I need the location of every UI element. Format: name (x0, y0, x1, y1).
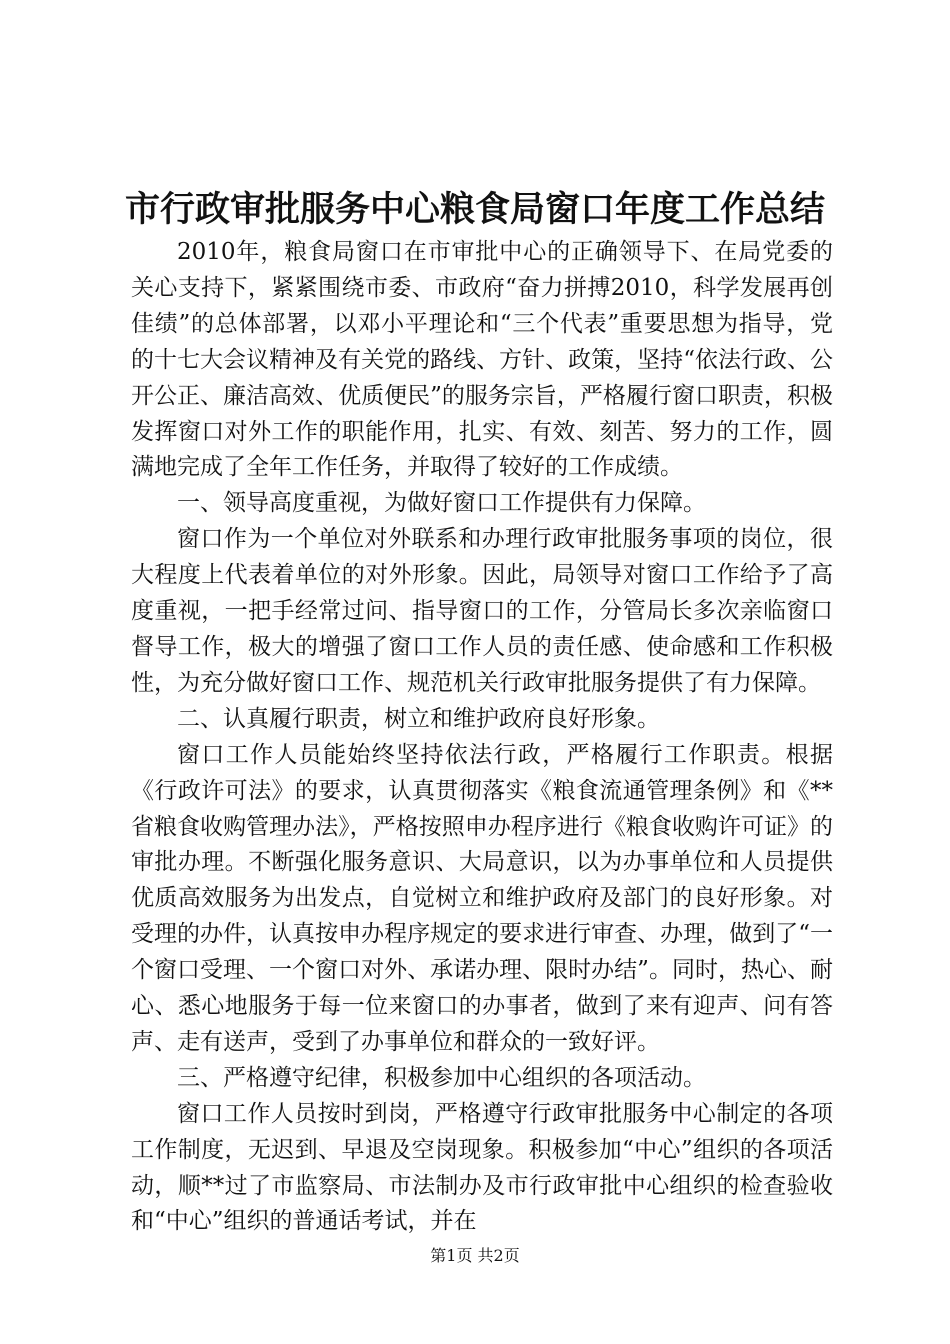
section-2-paragraph: 窗口工作人员能始终坚持依法行政，严格履行工作职责。根据《行政许可法》的要求，认真贯彻落实《粮食流通管理条例》和《**省粮食收购管理办法》，严格按照申办程序进行《粮食收购许可证》的审批办理。不断强化服务意识、大局意识，以为办事单位和人员提供优质高效服务为出发点，自觉树立和维护政府及部门的良好形象。对受理的办件，认真按申办程序规定的要求进行审查、办理，做到了“一个窗口受理、一个窗口对外、承诺办理、限时办结”。同时，热心、耐心、悉心地服务于每一位来窗口的办事者，做到了来有迎声、问有答声、走有送声，受到了办事单位和群众的一致好评。 (131, 741, 833, 1055)
section-heading-2: 二、认真履行职责，树立和维护政府良好形象。 (177, 705, 660, 732)
section-1-paragraph: 窗口作为一个单位对外联系和办理行政审批服务事项的岗位，很大程度上代表着单位的对外形象。因此，局领导对窗口工作给予了高度重视，一把手经常过问、指导窗口的工作，分管局长多次亲临窗口督导工作，极大的增强了窗口工作人员的责任感、使命感和工作积极性，为充分做好窗口工作、规范机关行政审批服务提供了有力保障。 (131, 526, 833, 696)
document-body (131, 235, 833, 1240)
section-heading-1: 一、领导高度重视，为做好窗口工作提供有力保障。 (177, 490, 706, 517)
intro-paragraph: 2010年，粮食局窗口在市审批中心的正确领导下、在局党委的关心支持下，紧紧围绕市委、市政府“奋力拼搏2010，科学发展再创佳绩”的总体部署，以邓小平理论和“三个代表”重要思想为指导，党的十七大会议精神及有关党的路线、方针、政策，坚持“依法行政、公开公正、廉洁高效、优质便民”的服务宗旨，严格履行窗口职责，积极发挥窗口对外工作的职能作用，扎实、有效、刻苦、努力的工作，圆满地完成了全年工作任务，并取得了较好的工作成绩。 (131, 239, 833, 481)
page-footer: 第1页 共2页 (430, 1246, 520, 1265)
section-3-paragraph: 窗口工作人员按时到岗，严格遵守行政审批服务中心制定的各项工作制度，无迟到、早退及空岗现象。积极参加“中心”组织的各项活动，顺**过了市监察局、市法制办及市行政审批中心组织的检查验收和“中心”组织的普通话考试，并在 (131, 1100, 833, 1235)
document-title: 市行政审批服务中心粮食局窗口年度工作总结 (124, 189, 825, 230)
section-heading-3: 三、严格遵守纪律，积极参加中心组织的各项活动。 (177, 1064, 706, 1091)
